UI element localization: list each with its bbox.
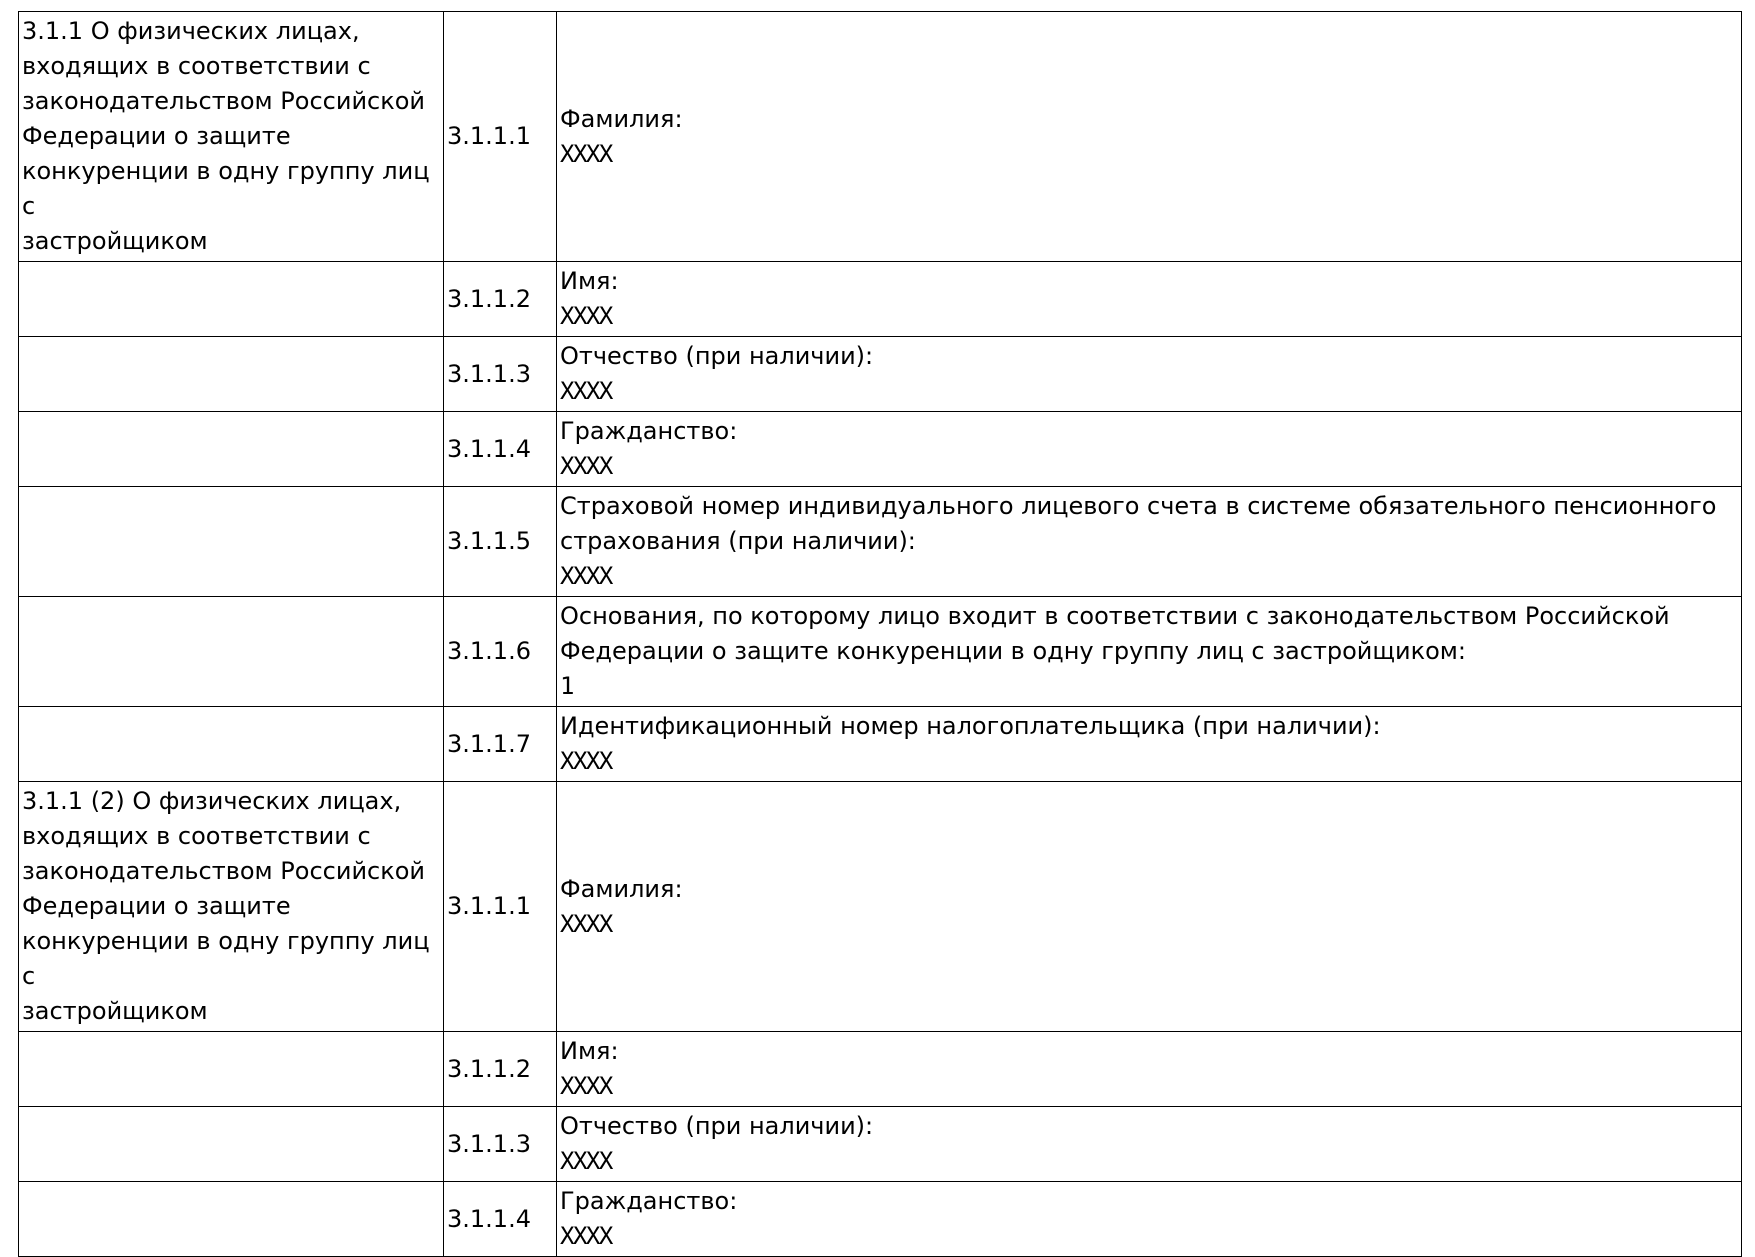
content-cell <box>557 782 1742 1032</box>
section-cell <box>19 1182 444 1257</box>
field-value: XXXX <box>560 452 612 480</box>
field-value: XXXX <box>560 1222 612 1250</box>
field-label: Гражданство: <box>560 417 738 445</box>
content-cell <box>557 337 1742 412</box>
table-row <box>19 1032 1742 1107</box>
field-label: Отчество (при наличии): <box>560 342 874 370</box>
field-value: XXXX <box>560 377 612 405</box>
code-cell <box>444 262 557 337</box>
section-cell <box>19 707 444 782</box>
section-cell <box>19 12 444 262</box>
table-row <box>19 782 1742 1032</box>
field-value: XXXX <box>560 1147 612 1175</box>
row-code: 3.1.1.4 <box>447 434 531 463</box>
field-label: Имя: <box>560 267 619 295</box>
field-value: 1 <box>560 672 573 700</box>
table-row <box>19 1182 1742 1257</box>
code-cell <box>444 1032 557 1107</box>
field-label: Основания, по которому лицо входит в соответствии с законодательством Российской Федерации о защите конкуренции в одну группу лиц с застройщиком: <box>560 602 1670 665</box>
row-code: 3.1.1.5 <box>447 527 531 555</box>
row-code: 3.1.1.2 <box>447 1054 531 1083</box>
row-code: 3.1.1.1 <box>447 122 531 150</box>
field-label: Фамилия: <box>560 874 683 903</box>
field-label: Фамилия: <box>560 104 683 133</box>
content-cell <box>557 12 1742 262</box>
content-cell <box>557 1032 1742 1107</box>
code-cell <box>444 487 557 597</box>
row-code: 3.1.1.7 <box>447 729 531 758</box>
field-label: Отчество (при наличии): <box>560 1112 874 1140</box>
content-cell <box>557 487 1742 597</box>
code-cell <box>444 1107 557 1182</box>
field-value: XXXX <box>560 747 612 775</box>
section-cell <box>19 1032 444 1107</box>
table-row <box>19 487 1742 597</box>
section-title: 3.1.1 О физических лицах, входящих в соответствии с законодательством Российской Федерации о защите конкуренции в одну группу лиц с застройщиком <box>22 17 430 255</box>
table-row <box>19 1107 1742 1182</box>
code-cell <box>444 1182 557 1257</box>
code-cell <box>444 12 557 262</box>
row-code: 3.1.1.2 <box>447 284 531 313</box>
code-cell <box>444 597 557 707</box>
section-cell <box>19 412 444 487</box>
table-row <box>19 12 1742 262</box>
row-code: 3.1.1.3 <box>447 1129 531 1158</box>
declaration-table <box>18 11 1742 1257</box>
field-value: XXXX <box>560 139 612 168</box>
section-cell <box>19 337 444 412</box>
content-cell <box>557 412 1742 487</box>
field-value: XXXX <box>560 562 612 590</box>
field-value: XXXX <box>560 909 612 938</box>
content-cell <box>557 1182 1742 1257</box>
table-row <box>19 337 1742 412</box>
row-code: 3.1.1.6 <box>447 637 531 665</box>
content-cell <box>557 707 1742 782</box>
content-cell <box>557 597 1742 707</box>
field-label: Идентификационный номер налогоплательщика (при наличии): <box>560 712 1381 740</box>
row-code: 3.1.1.4 <box>447 1204 531 1233</box>
section-cell <box>19 262 444 337</box>
content-cell <box>557 1107 1742 1182</box>
section-cell <box>19 1107 444 1182</box>
section-title: 3.1.1 (2) О физических лицах, входящих в соответствии с законодательством Российской Федерации о защите конкуренции в одну группу лиц с застройщиком <box>22 787 430 1025</box>
code-cell <box>444 707 557 782</box>
table-row <box>19 597 1742 707</box>
code-cell <box>444 782 557 1032</box>
section-cell <box>19 782 444 1032</box>
field-value: XXXX <box>560 302 612 330</box>
row-code: 3.1.1.1 <box>447 892 531 920</box>
field-value: XXXX <box>560 1072 612 1100</box>
table-row <box>19 412 1742 487</box>
field-label: Гражданство: <box>560 1187 738 1215</box>
field-label: Имя: <box>560 1037 619 1065</box>
table-row <box>19 707 1742 782</box>
code-cell <box>444 337 557 412</box>
table-row <box>19 262 1742 337</box>
field-label: Страховой номер индивидуального лицевого счета в системе обязательного пенсионного страхования (при наличии): <box>560 492 1717 555</box>
row-code: 3.1.1.3 <box>447 359 531 388</box>
section-cell <box>19 487 444 597</box>
content-cell <box>557 262 1742 337</box>
section-cell <box>19 597 444 707</box>
code-cell <box>444 412 557 487</box>
